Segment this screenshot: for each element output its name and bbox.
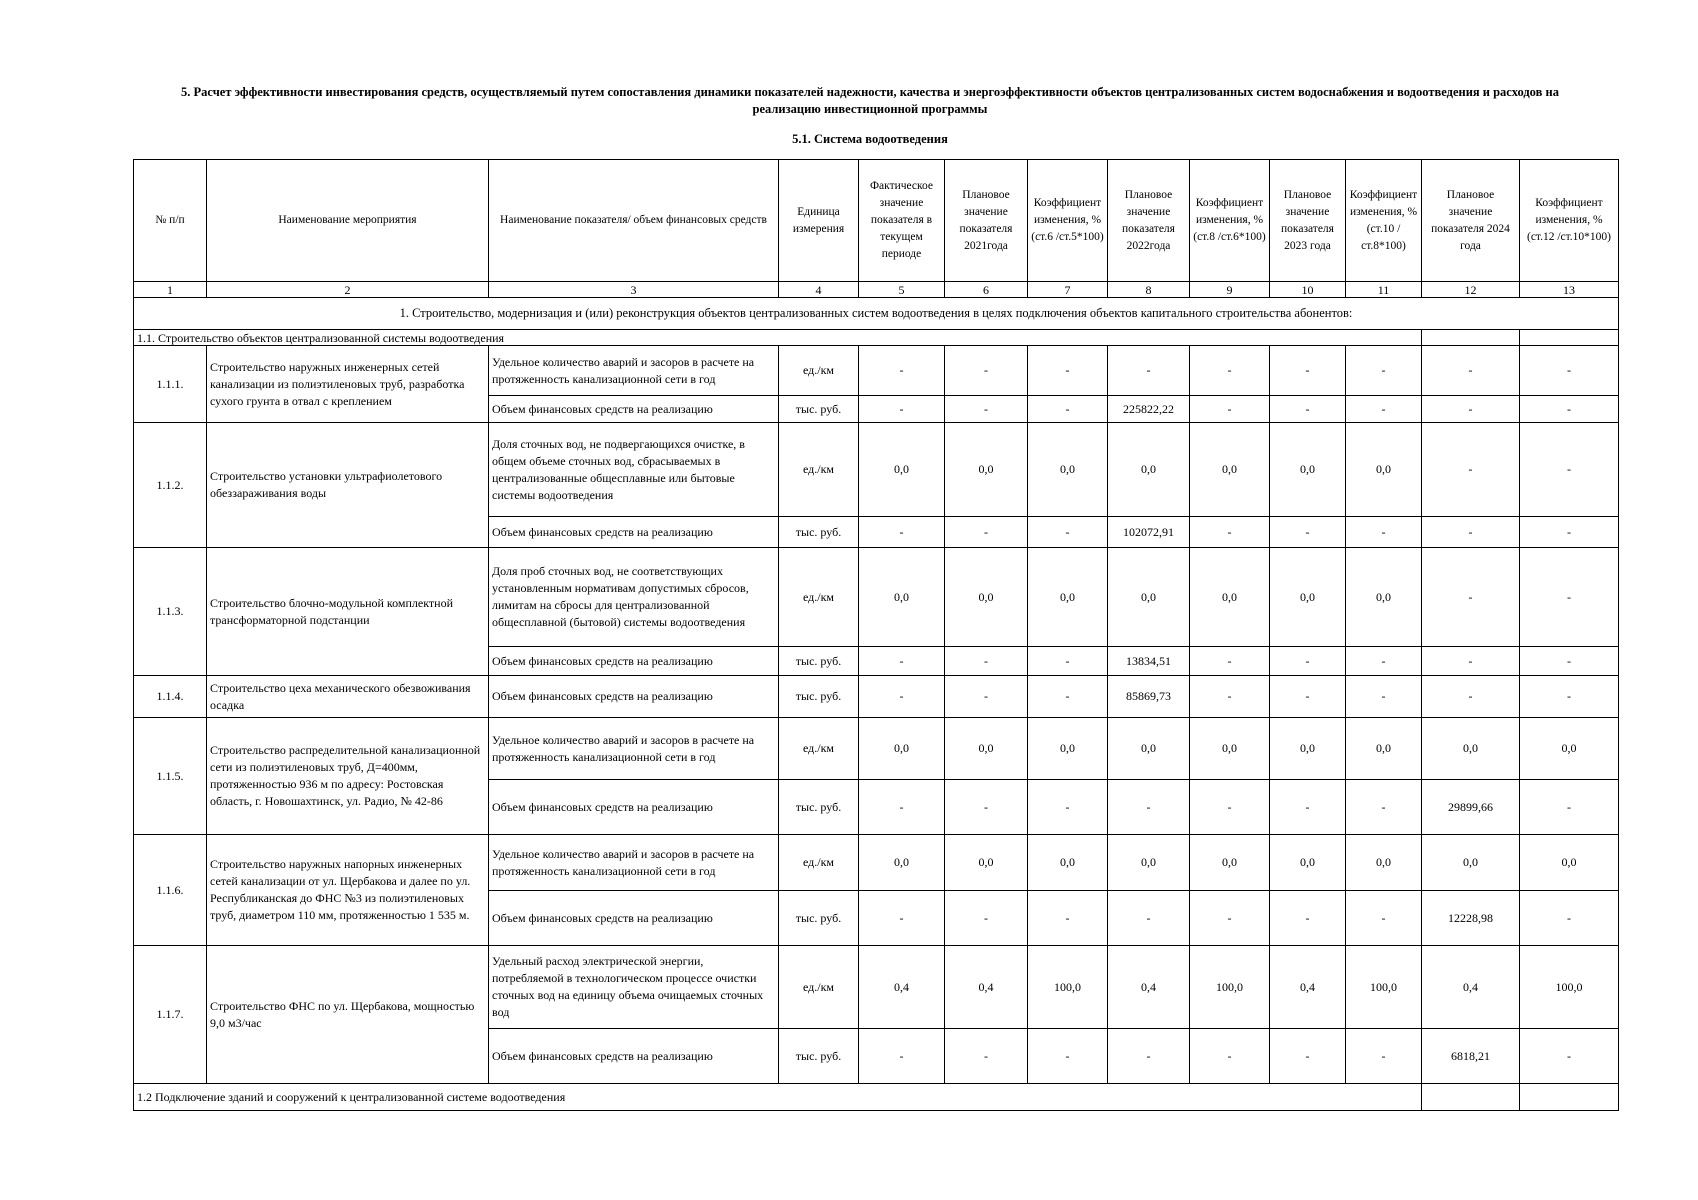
item-number: 1.1.7.	[134, 946, 207, 1084]
finance-value: -	[1028, 676, 1108, 718]
value-cell: -	[1190, 346, 1270, 396]
finance-value: -	[1422, 676, 1520, 718]
value-cell: 0,0	[1270, 423, 1346, 517]
empty-cell	[1520, 1084, 1619, 1111]
column-number: 10	[1270, 282, 1346, 298]
header-row	[134, 160, 1619, 282]
value-cell: 0,0	[945, 423, 1028, 517]
value-cell: -	[859, 346, 945, 396]
column-number: 5	[859, 282, 945, 298]
finance-value: -	[1028, 396, 1108, 423]
column-number: 8	[1108, 282, 1190, 298]
finance-value: -	[945, 1029, 1028, 1084]
unit: ед./км	[779, 946, 859, 1029]
value-cell: -	[1422, 548, 1520, 647]
finance-value: -	[1028, 517, 1108, 548]
column-number: 1	[134, 282, 207, 298]
column-number: 11	[1346, 282, 1422, 298]
header-cell: Плановое значение показателя 2023 года	[1270, 160, 1346, 282]
item-number: 1.1.2.	[134, 423, 207, 548]
finance-value: -	[1346, 676, 1422, 718]
finance-value: -	[1190, 891, 1270, 946]
value-cell: 0,0	[1108, 548, 1190, 647]
unit: ед./км	[779, 346, 859, 396]
finance-value: -	[859, 396, 945, 423]
column-number-row	[134, 282, 1619, 298]
finance-unit: тыс. руб.	[779, 676, 859, 718]
empty-cell	[1422, 1084, 1520, 1111]
finance-value: -	[1190, 396, 1270, 423]
unit: ед./км	[779, 423, 859, 517]
item-number: 1.1.1.	[134, 346, 207, 423]
header-cell: Коэффициент изменения, % (ст.12 /ст.10*100)	[1520, 160, 1619, 282]
indicator-name: Доля проб сточных вод, не соответствующих установленным нормативам допустимых сбросов, лимитам на сбросы для централизованной общесплавной (бытовой) системы водоотведения	[489, 548, 779, 647]
finance-value: -	[1346, 647, 1422, 676]
value-cell: -	[1520, 423, 1619, 517]
item-number: 1.1.3.	[134, 548, 207, 676]
table-row	[134, 835, 1619, 891]
finance-value: -	[1346, 517, 1422, 548]
finance-value: -	[1422, 647, 1520, 676]
finance-value: -	[1270, 676, 1346, 718]
finance-unit: тыс. руб.	[779, 647, 859, 676]
value-cell: 0,0	[1028, 423, 1108, 517]
unit: ед./км	[779, 718, 859, 780]
finance-value: -	[1422, 396, 1520, 423]
finance-value: -	[1422, 517, 1520, 548]
value-cell: 0,0	[1190, 548, 1270, 647]
empty-cell	[1520, 330, 1619, 346]
table-row	[134, 423, 1619, 517]
value-cell: 0,0	[1108, 835, 1190, 891]
item-name: Строительство распределительной канализационной сети из полиэтиленовых труб, Д=400мм, протяженностью 936 м по адресу: Ростовская область, г. Новошахтинск, ул. Радио, № 42-86	[207, 718, 489, 835]
finance-value: -	[945, 891, 1028, 946]
table-row	[134, 548, 1619, 647]
value-cell: -	[1422, 346, 1520, 396]
finance-unit: тыс. руб.	[779, 891, 859, 946]
item-name: Строительство блочно-модульной комплектной трансформаторной подстанции	[207, 548, 489, 676]
table-row	[134, 346, 1619, 396]
section-header-row	[134, 298, 1619, 330]
item-number: 1.1.6.	[134, 835, 207, 946]
value-cell: 0,0	[1270, 548, 1346, 647]
item-name: Строительство установки ультрафиолетового обеззараживания воды	[207, 423, 489, 548]
finance-value: 12228,98	[1422, 891, 1520, 946]
value-cell: 0,4	[1422, 946, 1520, 1029]
value-cell: 0,0	[859, 835, 945, 891]
value-cell: 0,0	[1422, 835, 1520, 891]
header-cell: Плановое значение показателя 2024 года	[1422, 160, 1520, 282]
indicator-name: Удельное количество аварий и засоров в расчете на протяженность канализационной сети в год	[489, 718, 779, 780]
header-cell: Коэффициент изменения, % (ст.6 /ст.5*100)	[1028, 160, 1108, 282]
header-cell: Плановое значение показателя 2022года	[1108, 160, 1190, 282]
value-cell: -	[1520, 548, 1619, 647]
finance-value: -	[1108, 891, 1190, 946]
finance-value: -	[1520, 676, 1619, 718]
finance-unit: тыс. руб.	[779, 396, 859, 423]
finance-value: -	[1108, 780, 1190, 835]
value-cell: 0,0	[1270, 835, 1346, 891]
subsection-row	[134, 1084, 1619, 1111]
finance-value: -	[1270, 780, 1346, 835]
value-cell: 100,0	[1028, 946, 1108, 1029]
value-cell: -	[945, 346, 1028, 396]
section-subtitle: 5.1. Система водоотведения	[792, 132, 948, 146]
value-cell: 0,4	[1108, 946, 1190, 1029]
finance-value: -	[1520, 1029, 1619, 1084]
section-header: 1. Строительство, модернизация и (или) реконструкция объектов централизованных систем водоотведения в целях подключения объектов капитального строительства абонентов:	[134, 298, 1619, 330]
value-cell: 0,4	[945, 946, 1028, 1029]
header-cell: Фактическое значение показателя в текущем периоде	[859, 160, 945, 282]
item-name: Строительство ФНС по ул. Щербакова, мощностью 9,0 м3/час	[207, 946, 489, 1084]
finance-value: 225822,22	[1108, 396, 1190, 423]
finance-value: -	[945, 517, 1028, 548]
column-number: 6	[945, 282, 1028, 298]
finance-value: -	[1346, 891, 1422, 946]
finance-value: 85869,73	[1108, 676, 1190, 718]
finance-label: Объем финансовых средств на реализацию	[489, 1029, 779, 1084]
indicator-name: Удельное количество аварий и засоров в расчете на протяженность канализационной сети в год	[489, 346, 779, 396]
value-cell: 0,4	[1270, 946, 1346, 1029]
finance-value: -	[1028, 647, 1108, 676]
indicator-name: Удельное количество аварий и засоров в расчете на протяженность канализационной сети в год	[489, 835, 779, 891]
item-name: Строительство наружных инженерных сетей канализации из полиэтиленовых труб, разработка сухого грунта в отвал с креплением	[207, 346, 489, 423]
finance-value: -	[1190, 1029, 1270, 1084]
unit: ед./км	[779, 548, 859, 647]
finance-value: 6818,21	[1422, 1029, 1520, 1084]
value-cell: 100,0	[1190, 946, 1270, 1029]
efficiency-table	[133, 159, 1619, 1111]
header-cell: Коэффициент изменения, % (ст.8 /ст.6*100)	[1190, 160, 1270, 282]
finance-value: 29899,66	[1422, 780, 1520, 835]
finance-value: -	[859, 891, 945, 946]
table-row	[134, 718, 1619, 780]
finance-value: -	[945, 647, 1028, 676]
item-name: Строительство наружных напорных инженерных сетей канализации от ул. Щербакова и далее по ул. Республиканская до ФНС №3 из полиэтиленовых труб, диаметром 110 мм, протяженностью 1 535 м.	[207, 835, 489, 946]
value-cell: 0,0	[1108, 718, 1190, 780]
finance-label: Объем финансовых средств на реализацию	[489, 891, 779, 946]
finance-value: -	[859, 1029, 945, 1084]
value-cell: 0,0	[1028, 718, 1108, 780]
value-cell: 0,0	[1346, 835, 1422, 891]
finance-label: Объем финансовых средств на реализацию	[489, 780, 779, 835]
header-cell: Коэффициент изменения, % (ст.10 /ст.8*100)	[1346, 160, 1422, 282]
finance-label: Объем финансовых средств на реализацию	[489, 676, 779, 718]
value-cell: -	[1108, 346, 1190, 396]
finance-value: -	[1270, 1029, 1346, 1084]
finance-value: -	[859, 647, 945, 676]
item-number: 1.1.4.	[134, 676, 207, 718]
column-number: 3	[489, 282, 779, 298]
value-cell: 0,0	[1346, 423, 1422, 517]
item-name: Строительство цеха механического обезвоживания осадка	[207, 676, 489, 718]
finance-value: -	[1270, 647, 1346, 676]
value-cell: 0,0	[1190, 423, 1270, 517]
finance-value: -	[1190, 780, 1270, 835]
finance-value: -	[1190, 676, 1270, 718]
indicator-name: Доля сточных вод, не подвергающихся очистке, в общем объеме сточных вод, сбрасываемых в централизованные общесплавные или бытовые системы водоотведения	[489, 423, 779, 517]
column-number: 7	[1028, 282, 1108, 298]
header-cell: Единица измерения	[779, 160, 859, 282]
finance-value: -	[1346, 780, 1422, 835]
value-cell: 0,0	[1346, 548, 1422, 647]
finance-value: -	[1520, 780, 1619, 835]
table-row	[134, 946, 1619, 1029]
finance-value: 13834,51	[1108, 647, 1190, 676]
finance-value: -	[859, 780, 945, 835]
column-number: 4	[779, 282, 859, 298]
unit: ед./км	[779, 835, 859, 891]
finance-value: -	[945, 396, 1028, 423]
finance-unit: тыс. руб.	[779, 1029, 859, 1084]
finance-value: -	[945, 676, 1028, 718]
value-cell: -	[1422, 423, 1520, 517]
finance-value: -	[1520, 647, 1619, 676]
finance-unit: тыс. руб.	[779, 780, 859, 835]
value-cell: 0,0	[1270, 718, 1346, 780]
value-cell: 0,0	[1520, 718, 1619, 780]
finance-unit: тыс. руб.	[779, 517, 859, 548]
value-cell: 0,0	[859, 548, 945, 647]
value-cell: 0,0	[1108, 423, 1190, 517]
finance-value: -	[1270, 396, 1346, 423]
finance-value: -	[1028, 1029, 1108, 1084]
column-number: 9	[1190, 282, 1270, 298]
finance-value: -	[859, 676, 945, 718]
subsection-header: 1.2 Подключение зданий и сооружений к централизованной системе водоотведения	[134, 1084, 1422, 1111]
finance-value: -	[1190, 647, 1270, 676]
column-number: 12	[1422, 282, 1520, 298]
value-cell: -	[1346, 346, 1422, 396]
column-number: 13	[1520, 282, 1619, 298]
finance-value: -	[1028, 891, 1108, 946]
header-cell: Плановое значение показателя 2021года	[945, 160, 1028, 282]
finance-value: -	[1346, 396, 1422, 423]
finance-value: 102072,91	[1108, 517, 1190, 548]
finance-value: -	[859, 517, 945, 548]
value-cell: 0,0	[1028, 835, 1108, 891]
value-cell: -	[1520, 346, 1619, 396]
value-cell: -	[1028, 346, 1108, 396]
finance-value: -	[1270, 517, 1346, 548]
value-cell: 0,0	[859, 718, 945, 780]
value-cell: 0,0	[1190, 718, 1270, 780]
finance-value: -	[1520, 891, 1619, 946]
header-cell: № п/п	[134, 160, 207, 282]
header-cell: Наименование мероприятия	[207, 160, 489, 282]
finance-value: -	[1108, 1029, 1190, 1084]
value-cell: 0,4	[859, 946, 945, 1029]
finance-value: -	[1270, 891, 1346, 946]
empty-cell	[1422, 330, 1520, 346]
indicator-name: Удельный расход электрической энергии, потребляемой в технологическом процессе очистки сточных вод на единицу объема очищаемых сточных вод	[489, 946, 779, 1029]
subsection-row	[134, 330, 1619, 346]
document-title: 5. Расчет эффективности инвестирования средств, осуществляемый путем сопоставления динамики показателей надежности, качества и энергоэффективности объектов централизованных систем водоснабжения и водоотведения и расходов на реализацию инвестиционной программы	[181, 85, 1559, 116]
value-cell: 0,0	[1520, 835, 1619, 891]
header-cell: Наименование показателя/ объем финансовых средств	[489, 160, 779, 282]
subsection-header: 1.1. Строительство объектов централизованной системы водоотведения	[134, 330, 1422, 346]
finance-label: Объем финансовых средств на реализацию	[489, 517, 779, 548]
finance-value: -	[1520, 396, 1619, 423]
value-cell: 0,0	[945, 718, 1028, 780]
value-cell: 0,0	[945, 835, 1028, 891]
finance-value: -	[1028, 780, 1108, 835]
item-number: 1.1.5.	[134, 718, 207, 835]
column-number: 2	[207, 282, 489, 298]
finance-value: -	[1190, 517, 1270, 548]
value-cell: 0,0	[1422, 718, 1520, 780]
value-cell: 100,0	[1520, 946, 1619, 1029]
value-cell: 0,0	[1346, 718, 1422, 780]
finance-row	[134, 676, 1619, 718]
finance-value: -	[1520, 517, 1619, 548]
value-cell: -	[1270, 346, 1346, 396]
finance-value: -	[1346, 1029, 1422, 1084]
value-cell: 0,0	[859, 423, 945, 517]
value-cell: 0,0	[1028, 548, 1108, 647]
finance-label: Объем финансовых средств на реализацию	[489, 396, 779, 423]
finance-value: -	[945, 780, 1028, 835]
finance-label: Объем финансовых средств на реализацию	[489, 647, 779, 676]
value-cell: 0,0	[945, 548, 1028, 647]
value-cell: 0,0	[1190, 835, 1270, 891]
value-cell: 100,0	[1346, 946, 1422, 1029]
